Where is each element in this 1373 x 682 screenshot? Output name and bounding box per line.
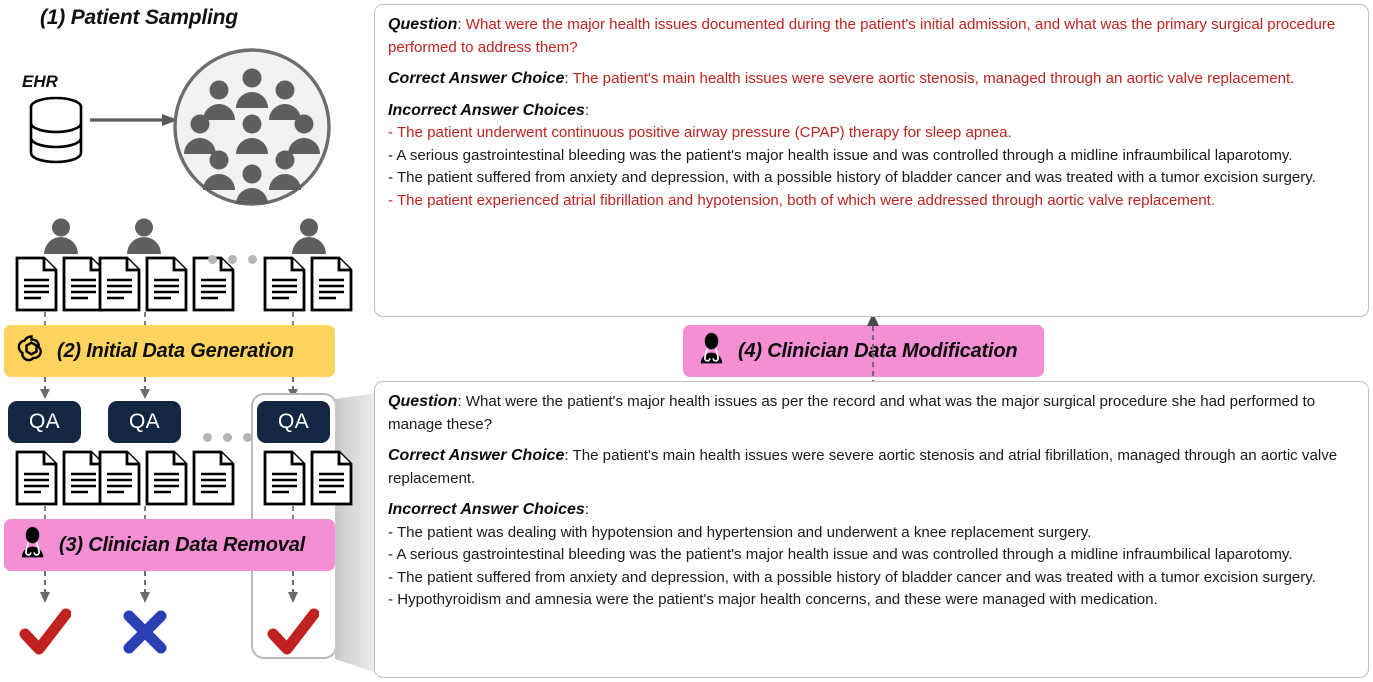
incorrect-answer-list xyxy=(388,522,1355,612)
correct-answer-text: The patient's main health issues were severe aortic stenosis and atrial fibrillation, managed through an aortic valve replacement. xyxy=(388,447,1338,487)
flow-connector xyxy=(40,506,50,520)
document-icon xyxy=(309,450,354,506)
flow-connector-arrow xyxy=(140,571,150,603)
incorrect-answer-list xyxy=(388,122,1355,212)
stage1-title: (1) Patient Sampling xyxy=(40,6,238,29)
stage3-banner[interactable] xyxy=(4,519,335,571)
correct-answer-label: Correct Answer Choice xyxy=(388,70,565,87)
modified-qa-sample-box xyxy=(374,4,1369,317)
qa-card[interactable] xyxy=(108,401,181,443)
correct-answer-block: Correct Answer Choice: The patient's main health issues were severe aortic stenosis, managed through an aortic valve replacement. xyxy=(388,70,1295,87)
document-icon xyxy=(144,450,189,506)
incorrect-answer-item: - The patient suffered from anxiety and depression, with a possible history of bladder cancer and was treated with a tumor excision surgery. xyxy=(388,568,1316,586)
flow-connector-arrow xyxy=(140,377,150,399)
ellipsis-dots-qa xyxy=(203,433,252,442)
modification-arrow-icon xyxy=(866,313,880,385)
dot xyxy=(223,433,232,442)
person-icon xyxy=(292,218,326,259)
document-stack xyxy=(14,450,106,506)
dot xyxy=(228,255,237,264)
arrow-right-icon xyxy=(90,113,178,127)
question-text: What were the major health issues documented during the patient's initial admission, and what was the primary surgical procedure performed to address them? xyxy=(388,16,1336,56)
verdict-cross-icon xyxy=(119,606,171,658)
flow-connector-arrow xyxy=(40,571,50,603)
document-icon xyxy=(191,450,236,506)
qa-card-label: QA xyxy=(278,410,309,433)
document-stack xyxy=(262,450,354,506)
flow-connector-arrow xyxy=(288,571,298,603)
person-icon xyxy=(127,218,161,259)
stage2-banner[interactable] xyxy=(4,325,335,377)
incorrect-answer-item: - A serious gastrointestinal bleeding was the patient's major health issue and was controlled through a midline infraumbilical laparotomy. xyxy=(388,546,1293,563)
dot xyxy=(248,255,257,264)
incorrect-answer-item: - The patient experienced atrial fibrillation and hypotension, both of which were addressed through aortic valve replacement. xyxy=(388,191,1216,209)
incorrect-answers-block: Incorrect Answer Choices: - The patient underwent continuous positive airway pressure (CPAP) therapy for sleep apnea. - A serious gastrointestinal bleeding was the patient's major health issue and was controlled through a midline infraumbilical laparotomy. - The patient suffered from anxiety and depression, with a possible history of bladder cancer and was treated with a tumor excision surgery. - The patient experienced atrial fibrillation and hypotension, both of which were addressed through aortic valve replacement. xyxy=(388,100,1355,213)
incorrect-answers-label: Incorrect Answer Choices xyxy=(388,501,585,518)
dot xyxy=(243,433,252,442)
document-stack xyxy=(97,450,236,506)
qa-card-label: QA xyxy=(129,410,160,433)
incorrect-answer-item: - A serious gastrointestinal bleeding was the patient's major health issue and was controlled through a midline infraumbilical laparotomy. xyxy=(388,146,1293,164)
database-icon xyxy=(28,96,84,164)
correct-answer-block: Correct Answer Choice: The patient's main health issues were severe aortic stenosis and atrial fibrillation, managed through an aortic valve replacement. xyxy=(388,447,1338,487)
question-label: Question xyxy=(388,393,458,410)
stage4-banner[interactable] xyxy=(683,325,1044,377)
people-group-icon xyxy=(172,47,332,207)
document-icon xyxy=(97,450,142,506)
document-stack xyxy=(97,256,236,312)
flow-connector-arrow xyxy=(40,377,50,399)
question-block: Question: What were the major health issues documented during the patient's initial admission, and what was the primary surgical procedure performed to address them? xyxy=(388,16,1336,56)
dot xyxy=(203,433,212,442)
clinician-icon xyxy=(16,526,49,564)
correct-answer-text: The patient's main health issues were severe aortic stenosis, managed through an aortic valve replacement. xyxy=(572,70,1295,87)
clinician-icon xyxy=(695,332,728,370)
document-icon xyxy=(262,450,307,506)
question-label: Question xyxy=(388,16,458,33)
incorrect-answer-item: - The patient underwent continuous positive airway pressure (CPAP) therapy for sleep apnea. xyxy=(388,124,1012,141)
document-icon xyxy=(309,256,354,312)
qa-card[interactable] xyxy=(8,401,81,443)
correct-answer-label: Correct Answer Choice xyxy=(388,447,565,464)
incorrect-answer-item: - Hypothyroidism and amnesia were the patient's major health concerns, and these were managed with medication. xyxy=(388,591,1158,608)
document-icon xyxy=(191,256,236,312)
ellipsis-dots-top xyxy=(208,255,257,264)
stage4-label: (4) Clinician Data Modification xyxy=(738,339,1018,362)
document-icon xyxy=(144,256,189,312)
verdict-check-icon xyxy=(267,606,319,658)
question-text: What were the patient's major health issues as per the record and what was the major surgical procedure she had performed to manage these? xyxy=(388,393,1316,433)
document-icon xyxy=(262,256,307,312)
incorrect-answer-item: - The patient was dealing with hypotension and hypertension and underwent a knee replacement surgery. xyxy=(388,523,1092,541)
flow-connector xyxy=(140,506,150,520)
stage3-label: (3) Clinician Data Removal xyxy=(59,533,305,556)
document-icon xyxy=(14,450,59,506)
question-block: Question: What were the patient's major health issues as per the record and what was the major surgical procedure she had performed to manage these? xyxy=(388,393,1316,433)
incorrect-answers-label: Incorrect Answer Choices xyxy=(388,101,585,119)
zoom-connector xyxy=(335,393,377,673)
original-qa-sample-box xyxy=(374,381,1369,678)
document-stack xyxy=(14,256,106,312)
document-icon xyxy=(97,256,142,312)
incorrect-answer-item: - The patient suffered from anxiety and depression, with a possible history of bladder cancer and was treated with a tumor excision surgery. xyxy=(388,169,1316,186)
document-stack xyxy=(262,256,354,312)
flow-connector xyxy=(288,506,298,520)
qa-card-label: QA xyxy=(29,410,60,433)
document-icon xyxy=(14,256,59,312)
qa-card-selected[interactable] xyxy=(257,401,330,443)
ehr-label: EHR xyxy=(22,72,58,91)
stage2-label: (2) Initial Data Generation xyxy=(57,339,294,362)
verdict-check-icon xyxy=(19,606,71,658)
dot xyxy=(208,255,217,264)
incorrect-answers-block: Incorrect Answer Choices: - The patient was dealing with hypotension and hypertension and underwent a knee replacement surgery. - A serious gastrointestinal bleeding was the patient's major health issue and was controlled through a midline infraumbilical laparotomy. - The patient suffered from anxiety and depression, with a possible history of bladder cancer and was treated with a tumor excision surgery. - Hypothyroidism and amnesia were the patient's major health concerns, and these were managed with medication. xyxy=(388,499,1355,612)
person-icon xyxy=(44,218,78,259)
openai-logo-icon xyxy=(16,333,47,369)
